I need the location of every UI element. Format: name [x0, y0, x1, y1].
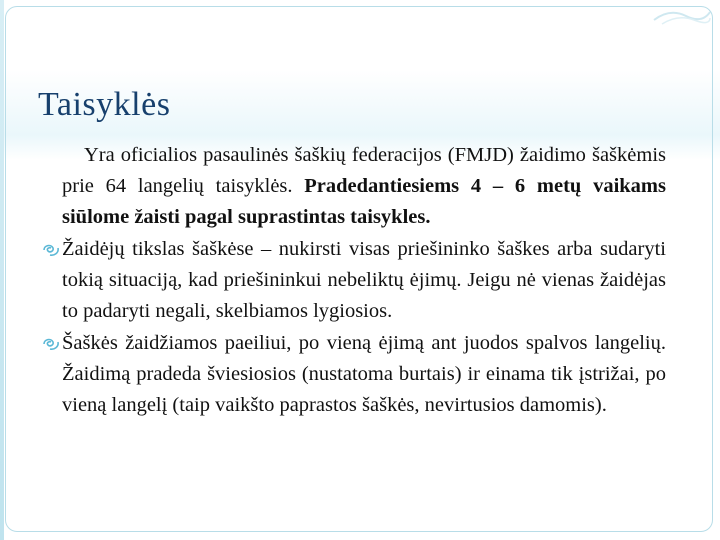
intro-bold-text: Pradedantiesiems 4 – 6 metų vaikams siūlome žaisti pagal suprastintas taisykles.	[62, 175, 666, 228]
slide-title: Taisyklės	[38, 86, 171, 123]
corner-swirl-decoration	[652, 6, 712, 26]
bullet-goal-text: Žaidėjų tikslas šaškėse – nukirsti visas priešininko šaškes arba sudaryti tokią situaciją, kad priešininkui nebeliktų ėjimų. Jeigu nė vienas žaidėjas to padaryti negali, skelbiamos lygiosios.	[62, 238, 666, 322]
bullet-goal	[38, 234, 666, 327]
bullet-swirl-icon	[41, 242, 61, 258]
intro-text: Yra oficialios pasaulinės šaškių federacijos (FMJD) žaidimo šaškėmis prie 64 langelių taisyklės.	[62, 144, 666, 197]
bullet-moves-text: Šaškės žaidžiamos paeiliui, po vieną ėjimą ant juodos spalvos langelių. Žaidimą pradeda šviesiosios (nustatoma burtais) ir einama tik įstrižai, po vieną langelį (taip vaikšto paprastos šaškės, nevirtusios damomis).	[62, 332, 666, 416]
side-stripe	[0, 0, 4, 540]
bullet-swirl-icon	[41, 336, 61, 352]
intro-paragraph	[38, 140, 666, 233]
bullet-moves	[38, 328, 666, 421]
slide-body	[38, 140, 666, 422]
